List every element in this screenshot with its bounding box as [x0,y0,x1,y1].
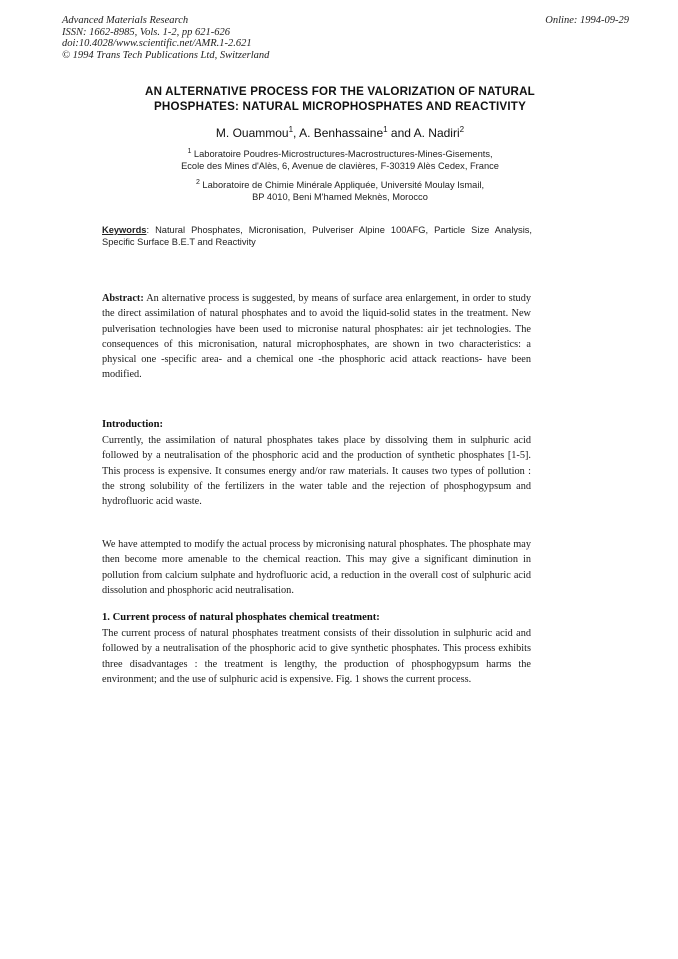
author-separator: , [293,126,300,140]
section-1-paragraph: The current process of natural phosphates treatment consists of their dissolution in sulphuric acid and followed by a neutralisation of the phosphoric acid to give synthetic phosphates. This process exhibits three disadvantages : the treatment is lengthy, the production of phosphogypsum harms the environment; and the use of sulphuric acid is expensive. Fig. 1 shows the current process. [102,628,531,685]
abstract-text: An alternative process is suggested, by means of surface area enlargement, in order to study the direct assimilation of natural phosphates and to avoid the liquid-solid states in the treatment. New pulverisation technologies have been used to micronise natural phosphates: air jet technologies. The consequences of this micronisation, natural microphosphates, are shown in two characteristics: a physical one -specific area- and a chemical one -the phosphoric acid attack reactions- have been modified. [102,293,531,381]
journal-name: Advanced Materials Research [62,15,189,26]
affiliation-2-line-1: Laboratoire de Chimie Minérale Appliquée, Université Moulay Ismail, [199,180,485,191]
doi-line: doi:10.4028/www.scientific.net/AMR.1-2.621 [62,38,252,49]
affiliation-1-line-1: Laboratoire Poudres-Microstructures-Macrostructures-Mines-Gisements, [191,149,493,160]
online-date: Online: 1994-09-29 [545,15,629,26]
author-1: M. Ouammou [215,126,289,140]
abstract [102,291,531,383]
introduction-heading: Introduction: [102,419,164,430]
issn-line: ISSN: 1662-8985, Vols. 1-2, pp 621-626 [62,26,230,38]
author-list [90,125,590,140]
author-1-affil: 1 [288,125,294,134]
paper-title [90,85,590,114]
affiliation-1-line-2: Ecole des Mines d'Alès, 6, Avenue de clavières, F-30319 Alès Cedex, France [181,161,499,172]
section-1-heading: 1. Current process of natural phosphates chemical treatment: [102,612,380,623]
journal-header [62,15,269,61]
keywords-text: Natural Phosphates, Micronisation, Pulveriser Alpine 100AFG, Particle Size Analysis, Specific Surface B.E.T and Reactivity [102,225,532,247]
abstract-label: Abstract: [102,293,144,304]
affiliation-2-marker: 2 [195,179,200,186]
author-3-affil: 2 [459,125,465,134]
introduction-paragraph-2: We have attempted to modify the actual process by micronising natural phosphates. The phosphate may then become more amenable to the chemical reaction. This may give a significant diminution in pollution from calcium sulphate and hydrofluoric acid, a reduction in the overall cost of sulphuric acid dissolution and phosphoric acid neutralisation. [102,539,531,596]
author-3: A. Nadiri [413,126,460,140]
keywords-colon: : [146,225,150,235]
affiliation-1 [90,146,590,172]
affiliation-1-marker: 1 [187,148,192,155]
copyright-line: © 1994 Trans Tech Publications Ltd, Switzerland [62,49,270,61]
title-line-1: AN ALTERNATIVE PROCESS FOR THE VALORIZATION OF NATURAL [145,85,535,98]
author-separator: and [387,126,414,140]
author-2: A. Benhassaine [299,126,384,140]
title-line-2: PHOSPHATES: NATURAL MICROPHOSPHATES AND REACTIVITY [154,99,526,113]
affiliation-2-line-2: BP 4010, Beni M'hamed Meknès, Morocco [252,192,428,203]
author-2-affil: 1 [383,125,388,134]
keywords [102,224,532,248]
keywords-label: Keywords [102,225,147,235]
affiliation-2 [90,177,590,203]
introduction-paragraph-1: Currently, the assimilation of natural phosphates takes place by dissolving them in sulphuric acid followed by a neutralisation of the phosphoric acid and the production of synthetic phosphates [1-5]. This process is expensive. It consumes energy and/or raw materials. It causes two types of pollution : the strong solubility of the fertilizers in the water table and the rejection of phosphogypsum and hydrofluoric acid waste. [102,435,531,508]
